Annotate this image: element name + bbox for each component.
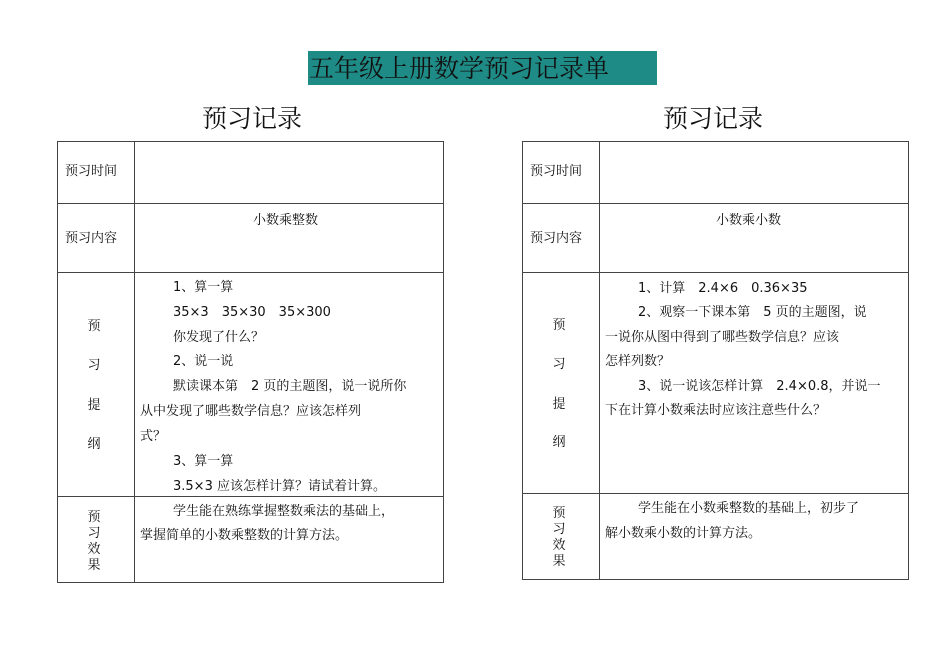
content-value: 小数乘小数: [716, 213, 782, 228]
table-divider: [58, 272, 443, 273]
outline-line: 3.5×3 应该怎样计算？请试着计算。: [173, 479, 386, 494]
table-divider: [523, 272, 908, 273]
outline-line: 一说你从图中得到了哪些数学信息？应该: [605, 330, 840, 345]
outline-label-char: 习: [87, 358, 101, 373]
table-divider: [58, 203, 443, 204]
outline-label-char: 预: [552, 318, 566, 333]
effect-label-char: 预: [87, 510, 101, 525]
outline-line: 怎样列数？: [605, 354, 671, 369]
table-divider: [134, 142, 135, 582]
outline-line: 3、说一说该怎样计算 2.4×0.8，并说一: [638, 379, 881, 394]
time-label: 预习时间: [65, 164, 118, 179]
effect-label-char: 习: [552, 522, 566, 537]
outline-line: 1、算一算: [173, 280, 234, 295]
time-value[interactable]: [603, 146, 903, 198]
left-heading: 预习记录: [202, 104, 303, 133]
outline-line: 2、说一说: [173, 354, 234, 369]
table-divider: [599, 142, 600, 579]
content-label: 预习内容: [530, 231, 583, 246]
outline-label-char: 纲: [552, 435, 566, 450]
outline-label-char: 提: [87, 398, 101, 413]
effect-line: 掌握简单的小数乘整数的计算方法。: [140, 528, 349, 543]
time-value[interactable]: [138, 146, 438, 198]
outline-label-char: 预: [87, 319, 101, 334]
effect-label-char: 预: [552, 506, 566, 521]
effect-label-char: 果: [87, 558, 101, 573]
outline-label-char: 提: [552, 397, 566, 412]
outline-line: 默读课本第 2 页的主题图，说一说所你: [173, 379, 407, 394]
outline-line: 2、观察一下课本第 5 页的主题图，说: [638, 305, 867, 320]
effect-label-char: 习: [87, 526, 101, 541]
effect-line: 学生能在小数乘整数的基础上，初步了: [638, 501, 860, 516]
outline-label-char: 纲: [87, 437, 101, 452]
outline-line: 你发现了什么？: [173, 330, 265, 345]
right-heading: 预习记录: [663, 104, 764, 133]
outline-line: 3、算一算: [173, 454, 234, 469]
outline-line: 35×3 35×30 35×300: [173, 305, 331, 320]
outline-line: 从中发现了哪些数学信息？应该怎样列: [140, 404, 362, 419]
time-label: 预习时间: [530, 164, 583, 179]
table-divider: [523, 493, 908, 494]
effect-label-char: 效: [87, 542, 101, 557]
left-record-table: [57, 141, 444, 583]
right-record-table: [522, 141, 909, 580]
outline-line: 1、计算 2.4×6 0.36×35: [638, 281, 808, 296]
outline-line: 式？: [140, 429, 167, 444]
effect-line: 学生能在熟练掌握整数乘法的基础上，: [173, 504, 395, 519]
content-value: 小数乘整数: [253, 213, 319, 228]
table-divider: [58, 496, 443, 497]
outline-label-char: 习: [552, 357, 566, 372]
page-title: 五年级上册数学预习记录单: [309, 54, 610, 83]
content-label: 预习内容: [65, 231, 118, 246]
table-divider: [523, 203, 908, 204]
effect-label-char: 效: [552, 538, 566, 553]
effect-label-char: 果: [552, 554, 566, 569]
outline-line: 下在计算小数乘法时应该注意些什么？: [605, 403, 827, 418]
effect-line: 解小数乘小数的计算方法。: [605, 526, 762, 541]
